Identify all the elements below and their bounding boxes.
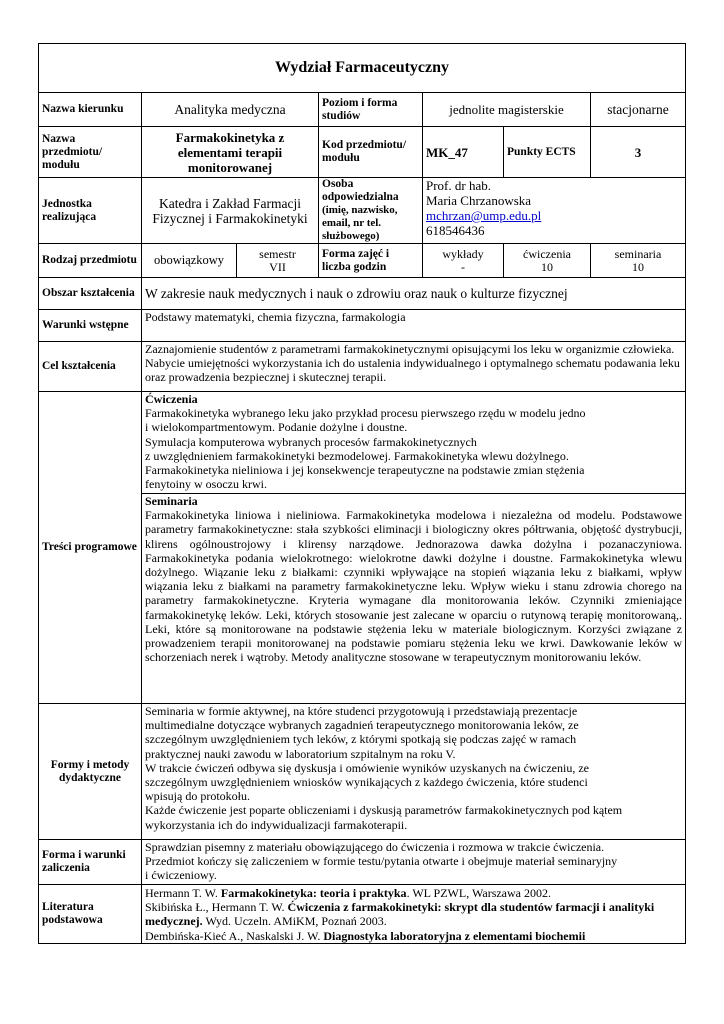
kierunek-label: Nazwa kierunku <box>39 93 142 127</box>
literatura-item: Dembińska-Kieć A., Naskalski J. W. Diagnostyka laboratoryjna z elementami biochemii <box>145 928 586 943</box>
wyklady-value: - <box>461 259 465 274</box>
kierunek-row <box>39 93 686 127</box>
zaliczenie-label: Forma i warunki zaliczenia <box>39 840 142 885</box>
przedmiot-value: Farmakokinetyka z elementami terapii monitorowanej <box>142 127 319 178</box>
przedmiot-row <box>39 127 686 178</box>
title-row <box>39 44 686 93</box>
wyklady-label: wykłady <box>442 246 484 261</box>
przedmiot-label: Nazwa przedmiotu/ modułu <box>39 127 142 178</box>
kod-value: MK_47 <box>423 127 504 178</box>
semestr-cell <box>237 244 319 278</box>
semestr-label: semestr <box>259 246 296 261</box>
ects-value: 3 <box>591 127 686 178</box>
tresci-row-cwiczenia <box>39 392 686 494</box>
zaliczenie-line: Sprawdzian pisemny z materiału obowiązującego do ćwiczenia i rozmowa w trakcie ćwiczenia. <box>145 840 605 854</box>
semestr-value: VII <box>269 259 286 274</box>
cwiczenia-cell <box>504 244 591 278</box>
kod-label: Kod przedmiotu/ modułu <box>319 127 423 178</box>
syllabus-table <box>38 43 686 944</box>
formy-line: szczególnym uwzględnieniem wniosków wynikających z każdego ćwiczenia, które studenci <box>145 775 588 790</box>
cwiczenia-line: Farmakokinetyka nieliniowa i jej konsekwencje terapeutyczne na podstawie zmian stężenia <box>145 463 585 478</box>
warunki-label: Warunki wstępne <box>39 310 142 342</box>
formy-line: multimedialne dotyczące wybranych zagadnień terapeutycznego monitorowania leków, ze <box>145 718 579 733</box>
warunki-row <box>39 310 686 342</box>
tresci-seminaria-cell <box>142 494 686 704</box>
formy-row <box>39 704 686 840</box>
osoba-email-link[interactable]: mchrzan@ump.edu.pl <box>426 208 542 223</box>
formy-line: Każde ćwiczenie jest poparte obliczeniami i dyskusją parametrów farmakokinetycznych pod kątem <box>145 803 623 818</box>
formy-line: praktycznej nauki zawodu w laboratorium szpitalnym na roku V. <box>145 746 456 761</box>
jednostka-row <box>39 178 686 244</box>
cel-label: Cel kształcenia <box>39 342 142 392</box>
wyklady-cell <box>423 244 504 278</box>
rodzaj-row <box>39 244 686 278</box>
seminaria-text: Farmakokinetyka liniowa i nieliniowa. Farmakokinetyka modelowa i niezależna od modelu. Podstawowe parametry farmakokinetyczne: stała szybkości eliminacji i biologiczny okres półtrwania, objętość dystrybucji, klirens ogólnoustrojowy i klirensy narządowe. Jednorazowa dawka dożylna i pozanaczyniowa. Farmakokinetyka podania wielokrotnego: wielokrotne dawki dożylne i doustne. Farmakokinetyka wlewu dożylnego. Wiązanie leku z białkami: czynniki wpływające na stopień wiązania leku z białkami, wpływ wiązania leku z białkami na parametry farmakokinetyczne leku. Wpływ wieku i stanu zdrowia chorego na parametry farmakokinetyczne. Kryteria wymagane dla monitorowania leków. Czynniki zmieniające farmakokinetykę leków. Leki, których stosowanie jest zalecane w oparciu o rutynową terapię monitorowaną,. Leki, które są monitorowane na podstawie stężenia leku w materiale biologicznym. Korzyści związane z prowadzeniem terapii monitorowanej na podstawie pomiaru stężenia leku we krwi. Dawkowanie leków w schorzeniach nerek i wątroby. Metody analityczne stosowane w terapeutycznym monitorowaniu leków. <box>145 508 683 665</box>
warunki-value: Podstawy matematyki, chemia fizyczna, farmakologia <box>142 310 686 342</box>
cwiczenia-line: fenytoiny w osoczu krwi. <box>145 477 267 492</box>
tresci-cwiczenia-cell <box>142 392 686 494</box>
formy-value <box>142 704 686 840</box>
zaliczenie-row <box>39 840 686 885</box>
syllabus-sheet <box>38 43 685 944</box>
poziom-value: jednolite magisterskie <box>423 93 591 127</box>
seminaria-cell <box>591 244 686 278</box>
forma-studiow-value: stacjonarne <box>591 93 686 127</box>
cwiczenia-line: Symulacja komputerowa wybranych procesów farmakokinetycznych <box>145 434 477 449</box>
kierunek-value: Analityka medyczna <box>142 93 319 127</box>
osoba-label-cell <box>319 178 423 244</box>
cwiczenia-line: z uwzględnieniem farmakokinetyki bezmodelowej. Farmakokinetyka wlewu dożylnego. <box>145 448 569 463</box>
formy-line: wpisują do protokołu. <box>145 789 250 804</box>
poziom-label: Poziom i forma studiów <box>319 93 423 127</box>
cwiczenia-label: ćwiczenia <box>523 246 571 261</box>
cwiczenia-value: 10 <box>541 259 553 274</box>
obszar-row <box>39 278 686 310</box>
obszar-value: W zakresie nauk medycznych i nauk o zdrowiu oraz nauk o kulturze fizycznej <box>142 278 686 310</box>
formy-line: wykorzystania ich do indywidualizacji farmakoterapii. <box>145 817 408 832</box>
osoba-name: Maria Chrzanowska <box>426 193 532 208</box>
rodzaj-label: Rodzaj przedmiotu <box>39 244 142 278</box>
cwiczenia-line: i wielokompartmentowym. Podanie dożylne i doustne. <box>145 420 408 435</box>
zaliczenie-line: i ćwiczeniowy. <box>145 868 217 883</box>
jednostka-value: Katedra i Zakład Farmacji Fizycznej i Farmakokinetyki <box>142 178 319 244</box>
rodzaj-value: obowiązkowy <box>142 244 237 278</box>
ects-label: Punkty ECTS <box>504 127 591 178</box>
seminaria-label: seminaria <box>614 246 662 261</box>
cwiczenia-heading: Ćwiczenia <box>145 392 198 406</box>
literatura-label: Literatura podstawowa <box>39 885 142 944</box>
osoba-phone: 618546436 <box>426 223 485 238</box>
literatura-row <box>39 885 686 944</box>
literatura-item: Hermann T. W. Farmakokinetyka: teoria i praktyka. WL PZWL, Warszawa 2002. <box>145 886 552 900</box>
obszar-label: Obszar kształcenia <box>39 278 142 310</box>
osoba-title: Prof. dr hab. <box>426 178 491 193</box>
forma-zajec-label: Forma zajęć i liczba godzin <box>319 244 423 278</box>
osoba-value <box>423 178 686 244</box>
literatura-value <box>142 885 686 944</box>
formy-line: szczególnym uwzględnieniem tych leków, z którymi spotkają się podczas zajęć w ramach <box>145 732 577 747</box>
tresci-label: Treści programowe <box>39 392 142 704</box>
faculty-title: Wydział Farmaceutyczny <box>39 44 686 93</box>
osoba-sub: (imię, nazwisko, email, nr tel. służbowego) <box>322 204 398 242</box>
cwiczenia-line: Farmakokinetyka wybranego leku jako przykład procesu pierwszego rzędu w modelu jedno <box>145 406 586 421</box>
zaliczenie-line: Przedmiot kończy się zaliczeniem w formie testu/pytania otwarte i obejmuje materiał seminaryjny <box>145 854 618 869</box>
formy-label: Formy i metody dydaktyczne <box>39 704 142 840</box>
cel-row <box>39 342 686 392</box>
literatura-item: Skibińska Ł., Hermann T. W. Ćwiczenia z farmakokinetyki: skrypt dla studentów farmacji i analityki medycznej. Wyd. Uczeln. AMiKM, Poznań 2003. <box>145 900 655 929</box>
seminaria-value: 10 <box>632 259 644 274</box>
seminaria-heading: Seminaria <box>145 494 198 508</box>
formy-line: W trakcie ćwiczeń odbywa się dyskusja i omówienie wyników uzyskanych na ćwiczeniu, ze <box>145 760 589 775</box>
osoba-label: Osoba odpowiedzialna <box>322 178 399 203</box>
jednostka-label: Jednostka realizująca <box>39 178 142 244</box>
cel-value: Zaznajomienie studentów z parametrami farmakokinetycznymi opisującymi los leku w organizmie człowieka. Nabycie umiejętności wykorzystania ich do ustalenia indywidualnego i optymalnego schematu podawania leku oraz prowadzenia bezpiecznej i skutecznej terapii. <box>142 342 686 392</box>
zaliczenie-value <box>142 840 686 885</box>
formy-line: Seminaria w formie aktywnej, na które studenci przygotowują i przedstawiają prezentacje <box>145 704 578 718</box>
